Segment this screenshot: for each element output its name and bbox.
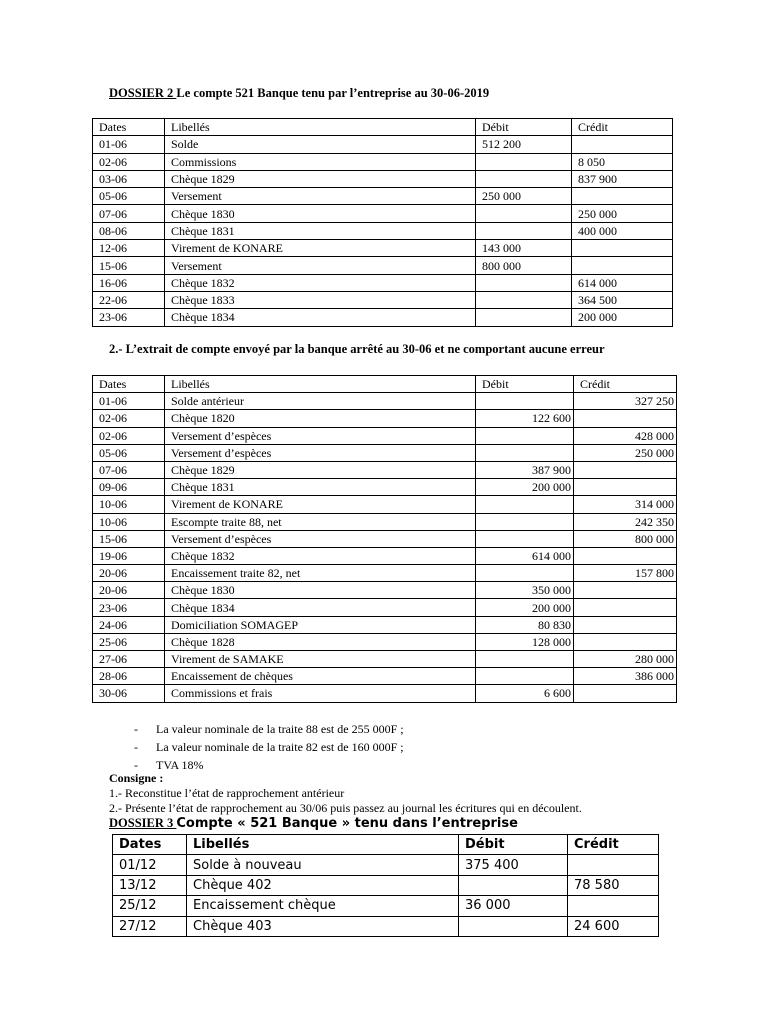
dossier2-title-text: Le compte 521 Banque tenu par l’entreprise au 30-06-2019 xyxy=(176,86,490,100)
extrait-header-row xyxy=(93,376,677,393)
extrait-cell-date: 10-06 xyxy=(93,496,165,513)
dossier3-cell-date: 13/12 xyxy=(113,875,187,895)
extrait-cell-libelle: Versement d’espèces xyxy=(165,427,476,444)
dossier2-cell-date: 22-06 xyxy=(93,291,165,308)
dossier2-cell-debit xyxy=(476,291,572,308)
dossier2-row xyxy=(93,170,673,187)
extrait-row xyxy=(93,633,677,650)
extrait-cell-debit xyxy=(476,393,574,410)
extrait-cell-libelle: Domiciliation SOMAGEP xyxy=(165,616,476,633)
extrait-cell-debit xyxy=(476,668,574,685)
extrait-cell-debit xyxy=(476,530,574,547)
extrait-row xyxy=(93,685,677,702)
extrait-cell-debit: 80 830 xyxy=(476,616,574,633)
dossier2-cell-date: 01-06 xyxy=(93,136,165,153)
note-item xyxy=(134,738,404,756)
dossier3-header-credit: Crédit xyxy=(568,835,659,855)
bullet-dash: - xyxy=(134,740,138,754)
extrait-cell-credit: 428 000 xyxy=(574,427,677,444)
extrait-row xyxy=(93,479,677,496)
extrait-cell-credit: 327 250 xyxy=(574,393,677,410)
dossier2-header-credit: Crédit xyxy=(572,119,673,136)
dossier3-title xyxy=(109,815,518,831)
dossier2-cell-libelle: Solde xyxy=(165,136,476,153)
extrait-cell-debit: 6 600 xyxy=(476,685,574,702)
dossier2-row xyxy=(93,188,673,205)
bullet-dash: - xyxy=(134,758,138,772)
dossier2-cell-libelle: Chèque 1830 xyxy=(165,205,476,222)
extrait-cell-date: 19-06 xyxy=(93,547,165,564)
dossier2-cell-date: 12-06 xyxy=(93,240,165,257)
dossier3-table xyxy=(112,834,659,937)
dossier2-cell-credit: 200 000 xyxy=(572,309,673,326)
dossier2-cell-libelle: Chèque 1829 xyxy=(165,170,476,187)
dossier2-cell-credit: 8 050 xyxy=(572,153,673,170)
extrait-header-libelle: Libellés xyxy=(165,376,476,393)
extrait-row xyxy=(93,513,677,530)
dossier2-row xyxy=(93,274,673,291)
extrait-cell-date: 05-06 xyxy=(93,444,165,461)
dossier2-label: DOSSIER 2 xyxy=(109,86,177,100)
dossier3-cell-libelle: Chèque 402 xyxy=(187,875,459,895)
extrait-header-credit: Crédit xyxy=(574,376,677,393)
extrait-cell-debit: 122 600 xyxy=(476,410,574,427)
extrait-cell-credit xyxy=(574,633,677,650)
dossier3-row xyxy=(113,896,659,916)
dossier3-header-debit: Débit xyxy=(459,835,568,855)
extrait-cell-credit: 386 000 xyxy=(574,668,677,685)
extrait-row xyxy=(93,547,677,564)
dossier3-label: DOSSIER 3 xyxy=(109,816,177,830)
dossier3-cell-credit: 24 600 xyxy=(568,916,659,936)
dossier3-cell-date: 27/12 xyxy=(113,916,187,936)
dossier3-cell-credit: 78 580 xyxy=(568,875,659,895)
note-text: La valeur nominale de la traite 88 est de 255 000F ; xyxy=(156,722,404,736)
dossier2-title xyxy=(109,86,489,101)
extrait-cell-date: 20-06 xyxy=(93,582,165,599)
dossier2-cell-date: 05-06 xyxy=(93,188,165,205)
extrait-row xyxy=(93,651,677,668)
dossier3-title-text: Compte « 521 Banque » tenu dans l’entreprise xyxy=(176,816,518,831)
note-text: TVA 18% xyxy=(156,758,204,772)
extrait-cell-credit xyxy=(574,410,677,427)
dossier2-row xyxy=(93,153,673,170)
dossier2-cell-debit xyxy=(476,309,572,326)
extrait-cell-date: 28-06 xyxy=(93,668,165,685)
extrait-row xyxy=(93,444,677,461)
dossier2-header-debit: Débit xyxy=(476,119,572,136)
dossier3-header-libelle: Libellés xyxy=(187,835,459,855)
dossier2-table xyxy=(92,118,673,327)
note-text: La valeur nominale de la traite 82 est de 160 000F ; xyxy=(156,740,404,754)
extrait-cell-libelle: Virement de SAMAKE xyxy=(165,651,476,668)
extrait-cell-credit: 280 000 xyxy=(574,651,677,668)
extrait-cell-credit: 250 000 xyxy=(574,444,677,461)
extrait-cell-libelle: Chèque 1820 xyxy=(165,410,476,427)
dossier2-cell-libelle: Versement xyxy=(165,188,476,205)
dossier2-cell-credit: 614 000 xyxy=(572,274,673,291)
dossier2-cell-libelle: Chèque 1832 xyxy=(165,274,476,291)
dossier3-cell-credit xyxy=(568,896,659,916)
extrait-cell-credit xyxy=(574,479,677,496)
extrait-cell-credit xyxy=(574,547,677,564)
extrait-cell-libelle: Chèque 1830 xyxy=(165,582,476,599)
dossier2-cell-debit xyxy=(476,222,572,239)
extrait-cell-credit xyxy=(574,685,677,702)
extrait-cell-date: 02-06 xyxy=(93,410,165,427)
dossier2-cell-libelle: Commissions xyxy=(165,153,476,170)
extrait-cell-libelle: Solde antérieur xyxy=(165,393,476,410)
dossier2-cell-debit: 800 000 xyxy=(476,257,572,274)
dossier2-row xyxy=(93,257,673,274)
dossier2-row xyxy=(93,309,673,326)
dossier2-cell-credit xyxy=(572,136,673,153)
dossier2-cell-debit xyxy=(476,274,572,291)
dossier2-row xyxy=(93,222,673,239)
extrait-cell-debit: 200 000 xyxy=(476,479,574,496)
extrait-cell-date: 23-06 xyxy=(93,599,165,616)
extrait-cell-libelle: Encaissement de chèques xyxy=(165,668,476,685)
extrait-row xyxy=(93,668,677,685)
dossier2-cell-date: 15-06 xyxy=(93,257,165,274)
extrait-cell-debit xyxy=(476,651,574,668)
bullet-dash: - xyxy=(134,722,138,736)
extrait-cell-date: 01-06 xyxy=(93,393,165,410)
extrait-cell-debit: 614 000 xyxy=(476,547,574,564)
extrait-cell-credit xyxy=(574,461,677,478)
dossier2-cell-libelle: Chèque 1833 xyxy=(165,291,476,308)
extrait-cell-date: 30-06 xyxy=(93,685,165,702)
extrait-cell-libelle: Versement d’espèces xyxy=(165,530,476,547)
extrait-row xyxy=(93,461,677,478)
extrait-cell-libelle: Chèque 1831 xyxy=(165,479,476,496)
extrait-cell-debit: 200 000 xyxy=(476,599,574,616)
dossier3-cell-credit xyxy=(568,855,659,875)
extrait-cell-date: 15-06 xyxy=(93,530,165,547)
extrait-cell-libelle: Escompte traite 88, net xyxy=(165,513,476,530)
dossier3-cell-debit: 36 000 xyxy=(459,896,568,916)
dossier3-row xyxy=(113,855,659,875)
dossier2-cell-date: 16-06 xyxy=(93,274,165,291)
extrait-row xyxy=(93,616,677,633)
extrait-cell-libelle: Virement de KONARE xyxy=(165,496,476,513)
dossier2-cell-libelle: Virement de KONARE xyxy=(165,240,476,257)
dossier2-cell-credit xyxy=(572,257,673,274)
dossier3-cell-date: 01/12 xyxy=(113,855,187,875)
consigne-title: Consigne : xyxy=(109,771,164,785)
consigne-item-1: 1.- Reconstitue l’état de rapprochement antérieur xyxy=(109,786,345,800)
dossier2-cell-debit: 250 000 xyxy=(476,188,572,205)
dossier2-header-libelle: Libellés xyxy=(165,119,476,136)
dossier3-cell-debit xyxy=(459,916,568,936)
consigne-block xyxy=(109,771,582,816)
dossier2-cell-date: 03-06 xyxy=(93,170,165,187)
extrait-cell-date: 20-06 xyxy=(93,565,165,582)
dossier2-cell-credit: 250 000 xyxy=(572,205,673,222)
extrait-row xyxy=(93,427,677,444)
extrait-row xyxy=(93,496,677,513)
extrait-row xyxy=(93,393,677,410)
dossier3-cell-debit: 375 400 xyxy=(459,855,568,875)
dossier3-cell-libelle: Chèque 403 xyxy=(187,916,459,936)
extrait-cell-libelle: Encaissement traite 82, net xyxy=(165,565,476,582)
extrait-cell-date: 25-06 xyxy=(93,633,165,650)
dossier3-cell-debit xyxy=(459,875,568,895)
dossier2-row xyxy=(93,240,673,257)
extrait-row xyxy=(93,530,677,547)
extrait-row xyxy=(93,582,677,599)
dossier2-cell-credit xyxy=(572,240,673,257)
extrait-cell-debit xyxy=(476,427,574,444)
dossier2-cell-credit: 837 900 xyxy=(572,170,673,187)
dossier2-row xyxy=(93,136,673,153)
notes-list xyxy=(134,720,404,774)
extrait-cell-libelle: Chèque 1828 xyxy=(165,633,476,650)
dossier2-header-row xyxy=(93,119,673,136)
extrait-cell-debit: 350 000 xyxy=(476,582,574,599)
dossier2-cell-date: 08-06 xyxy=(93,222,165,239)
extrait-cell-libelle: Chèque 1829 xyxy=(165,461,476,478)
extrait-table xyxy=(92,375,677,703)
dossier2-cell-libelle: Chèque 1834 xyxy=(165,309,476,326)
dossier2-cell-credit xyxy=(572,188,673,205)
extrait-cell-date: 09-06 xyxy=(93,479,165,496)
extrait-cell-credit xyxy=(574,616,677,633)
dossier3-row xyxy=(113,916,659,936)
extrait-cell-credit xyxy=(574,599,677,616)
extrait-title: 2.- L’extrait de compte envoyé par la banque arrêté au 30-06 et ne comportant aucune erreur xyxy=(109,342,605,356)
dossier3-row xyxy=(113,875,659,895)
dossier3-header-row xyxy=(113,835,659,855)
extrait-cell-debit xyxy=(476,496,574,513)
dossier2-cell-libelle: Versement xyxy=(165,257,476,274)
dossier2-cell-libelle: Chèque 1831 xyxy=(165,222,476,239)
extrait-cell-libelle: Versement d’espèces xyxy=(165,444,476,461)
dossier2-cell-debit: 512 200 xyxy=(476,136,572,153)
extrait-cell-credit: 157 800 xyxy=(574,565,677,582)
extrait-cell-date: 10-06 xyxy=(93,513,165,530)
dossier2-cell-debit xyxy=(476,170,572,187)
extrait-cell-credit: 314 000 xyxy=(574,496,677,513)
extrait-cell-debit: 128 000 xyxy=(476,633,574,650)
extrait-cell-debit xyxy=(476,565,574,582)
dossier2-row xyxy=(93,291,673,308)
extrait-row xyxy=(93,565,677,582)
extrait-cell-libelle: Commissions et frais xyxy=(165,685,476,702)
extrait-cell-date: 24-06 xyxy=(93,616,165,633)
dossier2-cell-debit: 143 000 xyxy=(476,240,572,257)
dossier2-cell-credit: 364 500 xyxy=(572,291,673,308)
dossier2-cell-credit: 400 000 xyxy=(572,222,673,239)
dossier3-cell-libelle: Solde à nouveau xyxy=(187,855,459,875)
extrait-cell-libelle: Chèque 1834 xyxy=(165,599,476,616)
extrait-row xyxy=(93,410,677,427)
extrait-cell-credit xyxy=(574,582,677,599)
extrait-cell-credit: 800 000 xyxy=(574,530,677,547)
dossier2-header-date: Dates xyxy=(93,119,165,136)
extrait-cell-debit xyxy=(476,513,574,530)
extrait-cell-date: 02-06 xyxy=(93,427,165,444)
extrait-header-debit: Débit xyxy=(476,376,574,393)
extrait-cell-date: 07-06 xyxy=(93,461,165,478)
dossier3-cell-date: 25/12 xyxy=(113,896,187,916)
dossier2-cell-debit xyxy=(476,205,572,222)
extrait-cell-debit xyxy=(476,444,574,461)
dossier2-cell-date: 07-06 xyxy=(93,205,165,222)
dossier2-cell-date: 02-06 xyxy=(93,153,165,170)
dossier3-cell-libelle: Encaissement chèque xyxy=(187,896,459,916)
extrait-cell-debit: 387 900 xyxy=(476,461,574,478)
consigne-item-2: 2.- Présente l’état de rapprochement au 30/06 puis passez au journal les écritures qui en découlent. xyxy=(109,801,582,815)
dossier2-cell-date: 23-06 xyxy=(93,309,165,326)
extrait-cell-credit: 242 350 xyxy=(574,513,677,530)
extrait-header-date: Dates xyxy=(93,376,165,393)
extrait-row xyxy=(93,599,677,616)
dossier3-header-date: Dates xyxy=(113,835,187,855)
dossier2-cell-debit xyxy=(476,153,572,170)
extrait-cell-libelle: Chèque 1832 xyxy=(165,547,476,564)
note-item xyxy=(134,720,404,738)
dossier2-row xyxy=(93,205,673,222)
extrait-cell-date: 27-06 xyxy=(93,651,165,668)
